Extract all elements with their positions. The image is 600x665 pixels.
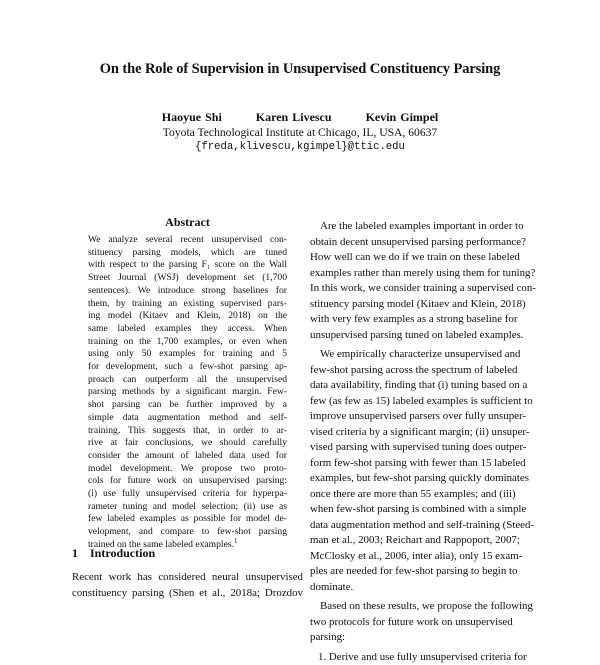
text-line: examples rather than merely using them for tuning?	[310, 266, 532, 282]
author-name: Karen Livescu	[256, 110, 332, 124]
abstract-line: Street Journal (WSJ) development set (1,700	[88, 272, 287, 285]
affiliation: Toyota Technological Institute at Chicago, IL, USA, 60637	[0, 126, 600, 139]
text-line: We empirically characterize unsupervised and	[320, 347, 532, 363]
text-line: few-shot parsing across the spectrum of labeled	[310, 363, 532, 379]
text-line: with very few examples as a strong baseline for	[310, 312, 532, 328]
text-line: McClosky et al., 2006, inter alia), only 15 exam-	[310, 549, 532, 565]
abstract-line: (i) use fully unsupervised criteria for hyperpa-	[88, 488, 287, 501]
abstract-line: few labeled examples as possible for model de-	[88, 513, 287, 526]
paper-title: On the Role of Supervision in Unsupervised Constituency Parsing	[0, 61, 600, 78]
text-line: vised criteria by a significant margin; (ii) unsuper-	[310, 425, 532, 441]
text-line: obtain decent unsupervised parsing performance?	[310, 235, 532, 251]
text-line: unsupervised parsing tuned on labeled examples.	[310, 328, 532, 344]
abstract-line: proach can outperform all the unsupervised	[88, 374, 287, 387]
abstract-line: rameter tuning and model selection; (ii) use as	[88, 501, 287, 514]
paragraph	[310, 599, 532, 615]
paragraph	[310, 347, 532, 363]
text-line: examples, but few-shot parsing quickly dominates	[310, 471, 532, 487]
abstract-line: training. This suggests that, in order to ar-	[88, 425, 287, 438]
section-number: 1	[72, 546, 78, 560]
paragraph	[310, 219, 532, 235]
text-line: data availability, finding that (i) tuning based on a	[310, 378, 532, 394]
text-line: form few-shot parsing with fewer than 15 labeled	[310, 456, 532, 472]
text-line: stituency parsing model (Kitaev and Klein, 2018)	[310, 297, 532, 313]
abstract-line: for development, such a few-shot parsing ap-	[88, 361, 287, 374]
text-line: data augmentation method and self-training (Steed-	[310, 518, 532, 534]
abstract-line: with respect to the parsing F₁ score on the Wall	[88, 259, 287, 272]
abstract-line: We analyze several recent unsupervised con-	[88, 234, 287, 247]
abstract-line: consider the amount of labeled data used for	[88, 450, 287, 463]
abstract-line: cols for future work on unsupervised parsing:	[88, 475, 287, 488]
text-line: dominate.	[310, 580, 532, 596]
abstract-line: rive at fair conclusions, we should carefully	[88, 437, 287, 450]
text-line: two protocols for future work on unsupervised	[310, 615, 532, 631]
abstract-line: ing model (Kitaev and Klein, 2018) on the	[88, 310, 287, 323]
abstract-line-text: trained on the same labeled examples.	[88, 539, 234, 550]
text-line: parsing:	[310, 630, 532, 646]
text-line: when few-shot parsing is combined with a simple	[310, 502, 532, 518]
text-line: improve unsupervised parsers over fully unsuper-	[310, 409, 532, 425]
abstract-line: velopment, and compare to few-shot parsing	[88, 526, 287, 539]
author-name: Kevin Gimpel	[366, 110, 439, 124]
abstract-line: using only 50 examples for training and 5	[88, 348, 287, 361]
protocol-list-item: 1. Derive and use fully unsupervised criteria for	[310, 650, 532, 665]
intro-line: constituency parsing (Shen et al., 2018a; Drozdov	[72, 586, 303, 602]
introduction-body	[72, 570, 303, 601]
intro-line: Recent work has considered neural unsupervised	[72, 570, 303, 586]
text-line: once there are more than 55 examples; and (iii)	[310, 487, 532, 503]
abstract-line: simple data augmentation method and self-	[88, 412, 287, 425]
text-line: vised parsing with supervised tuning does outper-	[310, 440, 532, 456]
abstract-line: parsing methods by a significant margin. Few-	[88, 386, 287, 399]
text-line: few (as few as 15) labeled examples is sufficient to	[310, 394, 532, 410]
abstract-line: same labeled examples they access. When	[88, 323, 287, 336]
abstract-line: sentences). We introduce strong baselines for	[88, 285, 287, 298]
right-column-body	[310, 219, 532, 665]
author-list	[0, 110, 600, 125]
abstract-line: stituency parsing models, which are tuned	[88, 247, 287, 260]
text-line: Based on these results, we propose the following	[320, 599, 532, 615]
abstract-line: model development. We propose two proto-	[88, 463, 287, 476]
text-line: man et al., 2003; Reichart and Rappoport, 2007;	[310, 533, 532, 549]
author-name: Haoyue Shi	[162, 110, 222, 124]
section-heading-introduction	[72, 546, 155, 561]
footnote-marker: 1	[234, 537, 238, 545]
abstract-line: them, by training an existing supervised pars-	[88, 298, 287, 311]
text-line: In this work, we consider training a supervised con-	[310, 281, 532, 297]
text-line: How well can we do if we train on these labeled	[310, 250, 532, 266]
abstract-line: shot parsing can be further improved by a	[88, 399, 287, 412]
section-title: Introduction	[90, 546, 155, 560]
abstract-line: training on the 1,700 examples, or even when	[88, 336, 287, 349]
author-emails: {freda,klivescu,kgimpel}@ttic.edu	[0, 141, 600, 153]
text-line: ples are needed for few-shot parsing to begin to	[310, 564, 532, 580]
abstract-body	[88, 234, 287, 552]
abstract-heading: Abstract	[72, 215, 303, 230]
text-line: Are the labeled examples important in order to	[320, 219, 532, 235]
